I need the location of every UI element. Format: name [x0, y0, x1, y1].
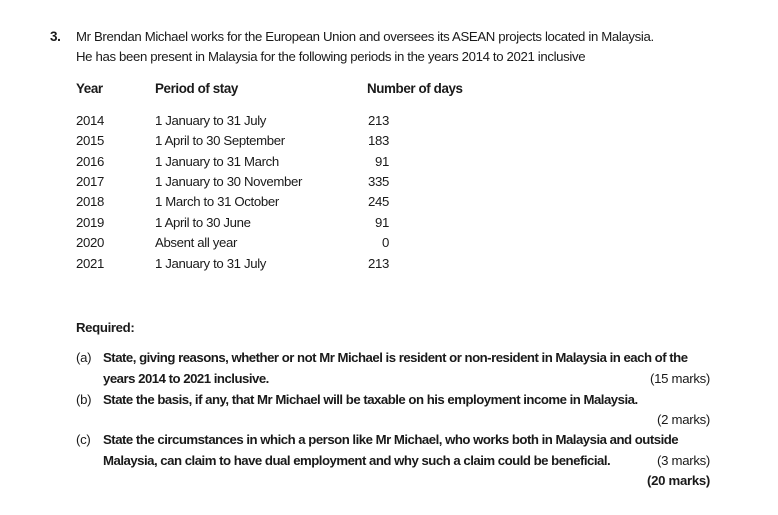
part-b-line-1: State the basis, if any, that Mr Michael will be taxable on his employment income in Malaysia. [103, 392, 638, 407]
header-year: Year [76, 81, 103, 96]
cell-period: 1 March to 31 October [155, 194, 279, 209]
table-row [0, 194, 778, 214]
cell-days: 213 [368, 256, 389, 271]
table-row [0, 235, 778, 255]
cell-days: 335 [368, 174, 389, 189]
cell-period: 1 January to 31 March [155, 154, 279, 169]
intro-line-1: Mr Brendan Michael works for the European Union and oversees its ASEAN projects located in Malaysia. [76, 29, 654, 44]
cell-year: 2015 [76, 133, 104, 148]
table-row [0, 215, 778, 235]
cell-days: 91 [375, 154, 389, 169]
table-row [0, 174, 778, 194]
total-marks: (20 marks) [647, 473, 710, 488]
part-b-label: (b) [76, 392, 92, 407]
part-c-label: (c) [76, 432, 91, 447]
intro-line-2: He has been present in Malaysia for the following periods in the years 2014 to 2021 inclusive [76, 49, 586, 64]
header-period: Period of stay [155, 81, 238, 96]
part-c-marks: (3 marks) [657, 453, 710, 468]
cell-year: 2018 [76, 194, 104, 209]
cell-year: 2016 [76, 154, 104, 169]
part-a-label: (a) [76, 350, 92, 365]
cell-days: 245 [368, 194, 389, 209]
header-days: Number of days [367, 81, 463, 96]
cell-days: 183 [368, 133, 389, 148]
cell-days: 213 [368, 113, 389, 128]
cell-year: 2014 [76, 113, 104, 128]
table-row [0, 133, 778, 153]
cell-year: 2020 [76, 235, 104, 250]
cell-period: 1 January to 31 July [155, 113, 267, 128]
part-a-line-1: State, giving reasons, whether or not Mr Michael is resident or non-resident in Malaysia in each of the [103, 350, 688, 365]
cell-year: 2021 [76, 256, 104, 271]
part-c-line-1: State the circumstances in which a person like Mr Michael, who works both in Malaysia and outside [103, 432, 679, 447]
part-c-line-2: Malaysia, can claim to have dual employment and why such a claim could be beneficial. [103, 453, 611, 468]
cell-period: Absent all year [155, 235, 237, 250]
cell-period: 1 January to 30 November [155, 174, 303, 189]
cell-year: 2017 [76, 174, 104, 189]
cell-days: 0 [382, 235, 389, 250]
cell-year: 2019 [76, 215, 104, 230]
cell-period: 1 January to 31 July [155, 256, 267, 271]
cell-period: 1 April to 30 June [155, 215, 251, 230]
part-a-marks: (15 marks) [649, 371, 710, 386]
part-b-marks: (2 marks) [657, 412, 710, 427]
table-row [0, 154, 778, 174]
required-heading: Required: [76, 320, 135, 335]
table-row [0, 256, 778, 276]
part-a-line-2: years 2014 to 2021 inclusive. [103, 371, 269, 386]
cell-days: 91 [375, 215, 389, 230]
cell-period: 1 April to 30 September [155, 133, 285, 148]
table-row [0, 113, 778, 133]
question-number: 3. [50, 29, 61, 44]
